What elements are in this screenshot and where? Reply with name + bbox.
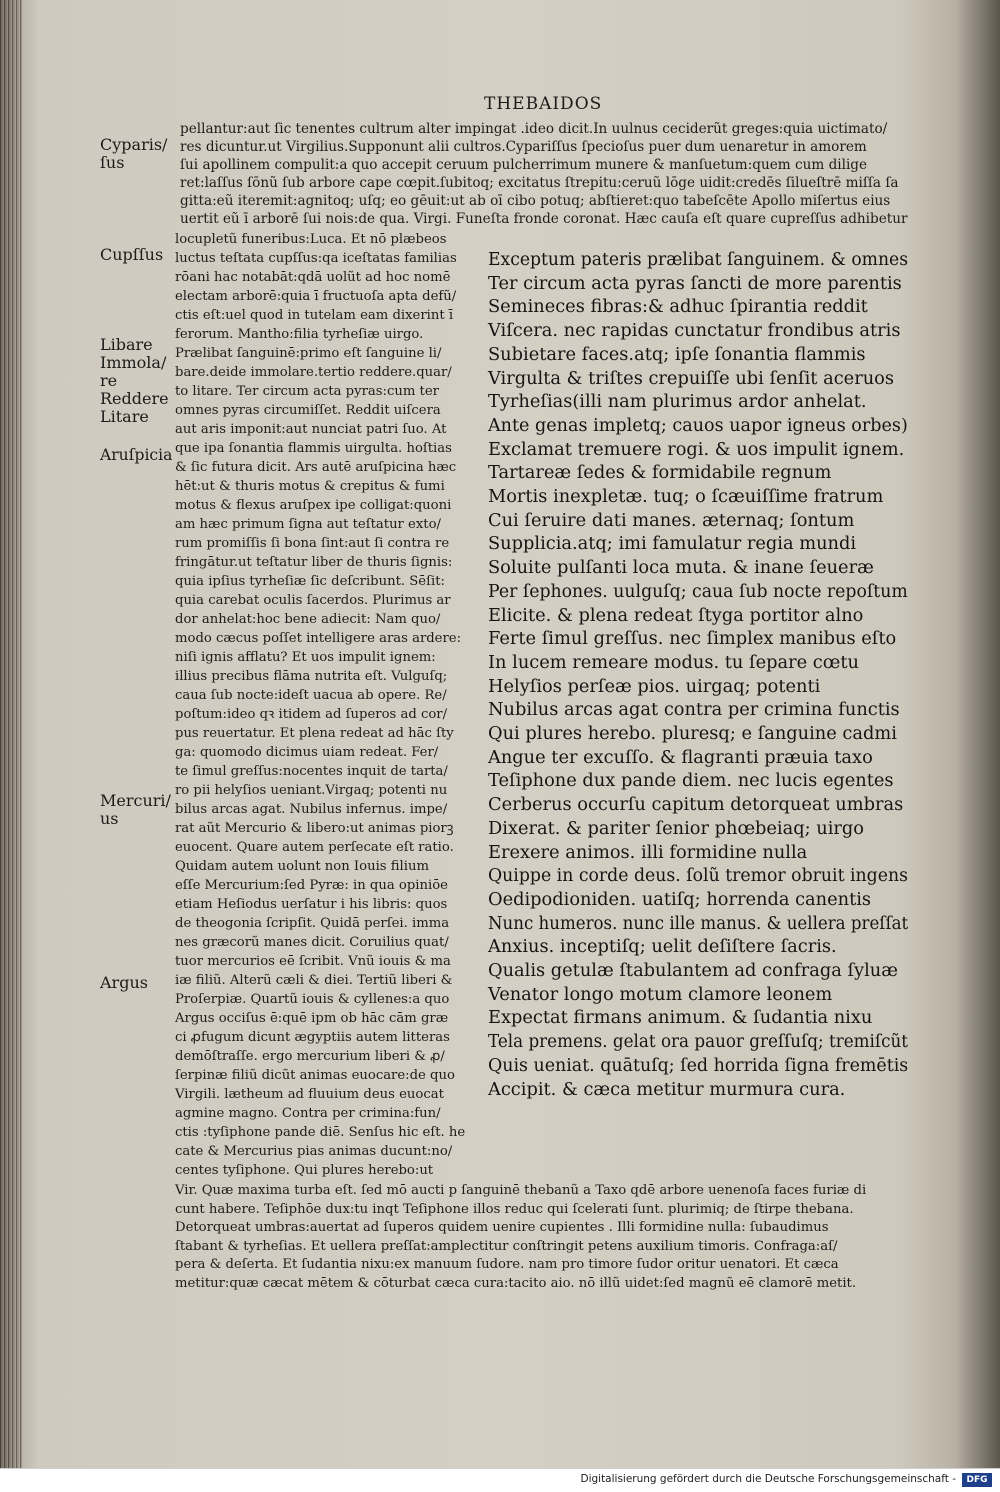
page-edge-left [0,0,22,1468]
commentary-line: aut aris imponit:aut nunciat patri ſuo. At [175,422,447,437]
commentary-line: electam arborē:quia ī fructuoſa apta defũ/ [175,289,457,304]
commentary-line: demōſtraſſe. ergo mercurium liberi & ꝓ/ [175,1049,445,1064]
verse-line: Quippe in corde deus. ſolũ tremor obruit ingens [488,865,908,887]
commentary-line: cunt habere. Teſiphōe dux:tu inqt Teſiphone illos reduc qui ſcelerati ſunt. plurimiq; de ſtirpe thebana. [175,1201,854,1217]
verse-line: Semineces fibras:& adhuc ſpirantia reddit [488,296,868,318]
commentary-line: Detorqueat umbras:auertat ad ſuperos quidem uenire cupientes . Illi formidine nulla: ſubaudimus [175,1220,829,1235]
commentary-line: rum promiſſis ſi bona ſint:aut ſi contra re [175,536,450,551]
commentary-line: etiam Heſiodus uerſatur i his libris: quos [175,897,448,912]
commentary-line: ro pii helyſios ueniant.Virgaq; potenti nu [175,783,448,798]
sidenote: ſus [100,153,125,172]
commentary-line: locupletũ funeribus:Luca. Et nō plæbeos [175,232,447,247]
verse-line: Nunc humeros. nunc ille manus. & uellera preſſat [488,912,909,934]
verse-line: Mortis inexpletæ. tuq; o ſcæuiſſime fratrum [488,486,884,507]
verse-line: In lucem remeare modus. tu ſepare cœtu [488,651,859,673]
sidenote: Litare [100,407,149,426]
commentary-line: niſi ignis afflatu? Et uos impulit ignem: [175,650,436,665]
commentary-line: Prælibat ſanguinē:primo eſt ſanguine li/ [175,346,442,361]
commentary-line: quia ipſius tyrheſiæ ſic deſcribunt. Sēſit: [175,574,445,589]
commentary-line: gitta:eũ iteremit:agnitoq; uſq; eo gēuit:ut ab oī cibo potuq; abſtieret:quo tabeſcēte Apollo miſertus eius [180,193,891,209]
commentary-line: motus & flexus aruſpex ipe colligat:quoni [175,498,452,513]
verse-line: Dixerat. & pariter ſenior phœbeiaq; uirgo [488,817,864,839]
commentary-line: rōani hac notabāt:qdā uolũt ad hoc nomē [175,270,451,285]
commentary-line: pellantur:aut ſic tenentes cultrum alter impingat .ideo dicit.In uulnus ceciderũt greges:quia uictimato/ [180,121,888,137]
commentary-line: Proſerpiæ. Quartũ iouis & cyllenes:a quo [175,992,450,1007]
sidenote: Cyparis/ [100,135,168,154]
footer-credit-text: Digitalisierung gefördert durch die Deutsche Forschungsgemeinschaft - [580,1473,956,1485]
verse-line: Subietare faces.atq; ipſe ſonantia flammis [488,343,866,365]
verse-line: Ter circum acta pyras ſancti de more parentis [488,272,902,294]
sidenote: Reddere [100,389,169,408]
commentary-line: ga: quomodo dicimus uiam redeat. Fer/ [175,745,439,760]
sidenote: Argus [100,973,148,992]
commentary-line: dor anhelat:hoc bene adiecit: Nam quo/ [175,612,441,627]
commentary-line: pus reuertatur. Et plena redeat ad hāc ſty [175,726,454,741]
commentary-line: omnes pyras circumiſſet. Reddit uiſcera [175,403,441,418]
verse-line: Oedipodioniden. uatiſq; horrenda canentis [488,888,872,910]
commentary-line: Virgili. lætheum ad fluuium deus euocat [175,1087,444,1102]
verse-line: Cui ſeruire dati manes. æternaq; ſontum [488,509,855,531]
commentary-line: euocent. Quare autem perſecate eſt ratio. [175,840,454,855]
verse-line: Exceptum pateris prælibat ſanguinem. & omnes [488,249,909,270]
commentary-line: illius precibus flāma nutrita eſt. Vulguſq; [175,669,448,684]
commentary-line: ſerpinæ filiũ dicũt animas euocare:de quo [175,1068,455,1083]
commentary-line: metitur:quæ cæcat mētem & cōturbat cæca cura:tacito aio. nō illũ uidet:ſed magnũ eē clamorē metit. [175,1275,857,1291]
commentary-line: to litare. Ter circum acta pyras:cum ter [175,384,439,399]
commentary-line: ctis :tyſiphone pande diē. Senſus hic eſt. he [175,1125,466,1140]
commentary-line: ferorum. Mantho:filia tyrheſiæ uirgo. [175,327,424,342]
verse-line: Qui plures herebo. pluresq; e ſanguine cadmi [488,723,897,744]
verse-line: Tartareæ ſedes & formidabile regnum [488,462,832,484]
commentary-line: cate & Mercurius pias animas ducunt:no/ [175,1144,453,1159]
sidenote: Cupſſus [100,245,164,264]
sidenote: us [100,809,119,828]
commentary-line: pera & deſerta. Et ſudantia nixu:ex manuum ſudore. nam pro timore ſudor oritur uenatori. Et cæca [175,1257,839,1272]
commentary-line: centes tyſiphone. Qui plures herebo:ut [175,1163,434,1178]
commentary-line: res dicuntur.ut Virgilius.Supponunt alii cultros.Cypariſſus ſpecioſus puer dum uenaretur in amorem [180,139,867,155]
verse-line: Expectat firmans animum. & ſudantia nixu [488,1007,873,1029]
commentary-line: ci ꝓfugum dicunt ægyptiis autem litteras [175,1030,450,1045]
commentary-line: modo cæcus poſſet intelligere aras ardere: [175,631,462,646]
verse-line: Helyſios perſeæ pios. uirgaq; potenti [488,675,821,697]
verse-line: Teſiphone dux pande diem. nec lucis egentes [488,770,894,792]
commentary-line: ctis eſt:uel quod in tutelam eam dixerint ī [175,308,454,323]
commentary-line: rat aũt Mercurio & libero:ut animas piorꝫ [175,821,454,836]
commentary-line: hēt:ut & thuris motus & crepitus & fumi [175,479,445,494]
commentary-line: luctus teſtata cupſſus:qa iceſtatas familias [175,251,457,266]
commentary-line: poſtum:ideo qꝛ itidem ad ſuperos ad cor/ [175,707,448,722]
sidenote: re [100,371,118,390]
commentary-line: bilus arcas agat. Nubilus infernus. impe/ [175,802,448,817]
commentary-line: ſui apollinem compulit:a quo accepit ceruum pulcherrimum munere & manſuetum:quem cum dilige [180,157,868,173]
commentary-line: Quidam autem uolunt non Iouis filium [175,859,429,874]
commentary-line: iæ filiũ. Alterũ cæli & diei. Tertiũ liberi & [175,973,453,988]
digitization-footer [0,1468,1000,1492]
verse-line: Per ſephones. uulguſq; caua ſub nocte repoſtum [488,580,908,602]
commentary-line: fringātur.ut teſtatur liber de thuris ſignis: [175,555,453,570]
verse-line: Tela premens. gelat ora pauor greſſuſq; tremiſcũt [488,1031,908,1053]
commentary-line: eſſe Mercurium:ſed Pyræ: in qua opiniōe [175,878,448,893]
commentary-line: que ipa ſonantia flammis uirgulta. hoſtias [175,441,452,456]
commentary-line: caua ſub nocte:ideſt uacua ab opere. Re/ [175,688,447,703]
commentary-line: nes græcorũ manes dicit. Coruilius quat/ [175,935,449,950]
verse-line: Angue ter excuſſo. & flagranti præuia taxo [488,746,873,768]
verse-line: Viſcera. nec rapidas cunctatur frondibus atris [488,320,901,342]
verse-line: Elicite. & plena redeat ſtyga portitor alno [488,604,864,626]
commentary-line: te ſimul greſſus:nocentes inquit de tarta/ [175,764,448,779]
commentary-line: Vir. Quæ maxima turba eſt. ſed mō aucti p ſanguinē thebanũ a Taxo qdē arbore uenenoſa faces furiæ di [175,1183,867,1198]
verse-line: Anxius. inceptiſq; uelit deſiſtere ſacris. [488,936,837,958]
commentary-line: ret:laſſus ſōnũ ſub arbore cape cœpit.ſubitoq; excitatus ſtrepitu:ceruũ lōge uidit:credēs ſilueſtrē miſſa ſa [180,175,899,191]
sidenote: Immola/ [100,353,167,372]
commentary-line: uertit eũ ī arborē ſui nois:de qua. Virgi. Funeſta fronde coronat. Hæc cauſa eſt quare cupreſſus adhibetur [180,211,908,227]
verse-line: Erexere animos. illi formidine nulla [488,841,808,863]
verse-line: Supplicia.atq; imi famulatur regia mundi [488,533,857,555]
verse-line: Venator longo motum clamore leonem [488,983,833,1005]
verse-line: Quis ueniat. quātuſq; ſed horrida ſigna fremētis [488,1054,909,1076]
sidenote: Libare [100,335,153,354]
commentary-line: quia carebat oculis ſacerdos. Plurimus ar [175,593,451,608]
sidenote: Mercuri/ [100,791,171,810]
verse-line: Accipit. & cæca metitur murmura cura. [488,1078,846,1100]
facing-page-edge [966,110,1000,1310]
commentary-line: bare.deide immolare.tertio reddere.quar/ [175,365,452,380]
commentary-line: agmine magno. Contra per crimina:fun/ [175,1106,441,1121]
verse-line: Soluite pulſanti loca muta. & inane ſeueræ [488,557,874,579]
verse-line: Tyrheſias(illi nam plurimus ardor anhelat. [488,391,867,413]
commentary-line: am hæc primum ſigna aut teſtatur exto/ [175,517,441,532]
verse-line: Exclamat tremuere rogi. & uos impulit ignem. [488,438,905,460]
verse-line: Cerberus occurſu capitum detorqueat umbras [488,794,904,816]
verse-line: Qualis getulæ ſtabulantem ad confraga ſyluæ [488,960,898,981]
commentary-line: Argus occiſus ē:quē ipm ob hāc cām græ [175,1011,449,1026]
running-head: THEBAIDOS [484,94,603,114]
sidenote: Aruſpicia [100,445,173,464]
commentary-line: de theogonia ſcripſit. Quidā perſei. imma [175,916,450,931]
commentary-line: tuor mercurios eē ſcribit. Vnũ iouis & ma [175,954,451,969]
dfg-logo: DFG [962,1473,992,1487]
commentary-line: ſtabant & tyrheſias. Et uellera preſſat:amplectitur conſtringit petens auxilium timoris. Confraga:aſ/ [175,1238,838,1254]
commentary-line: & ſic futura dicit. Ars autē aruſpicina hæc [175,460,457,475]
verse-line: Ante genas impletq; cauos uapor igneus orbes) [488,414,908,436]
verse-line: Ferte ſimul greſſus. nec ſimplex manibus eſto [488,628,897,650]
verse-line: Nubilus arcas agat contra per crimina functis [488,699,900,721]
verse-line: Virgulta & triſtes crepuiſſe ubi ſenſit aceruos [488,367,894,389]
